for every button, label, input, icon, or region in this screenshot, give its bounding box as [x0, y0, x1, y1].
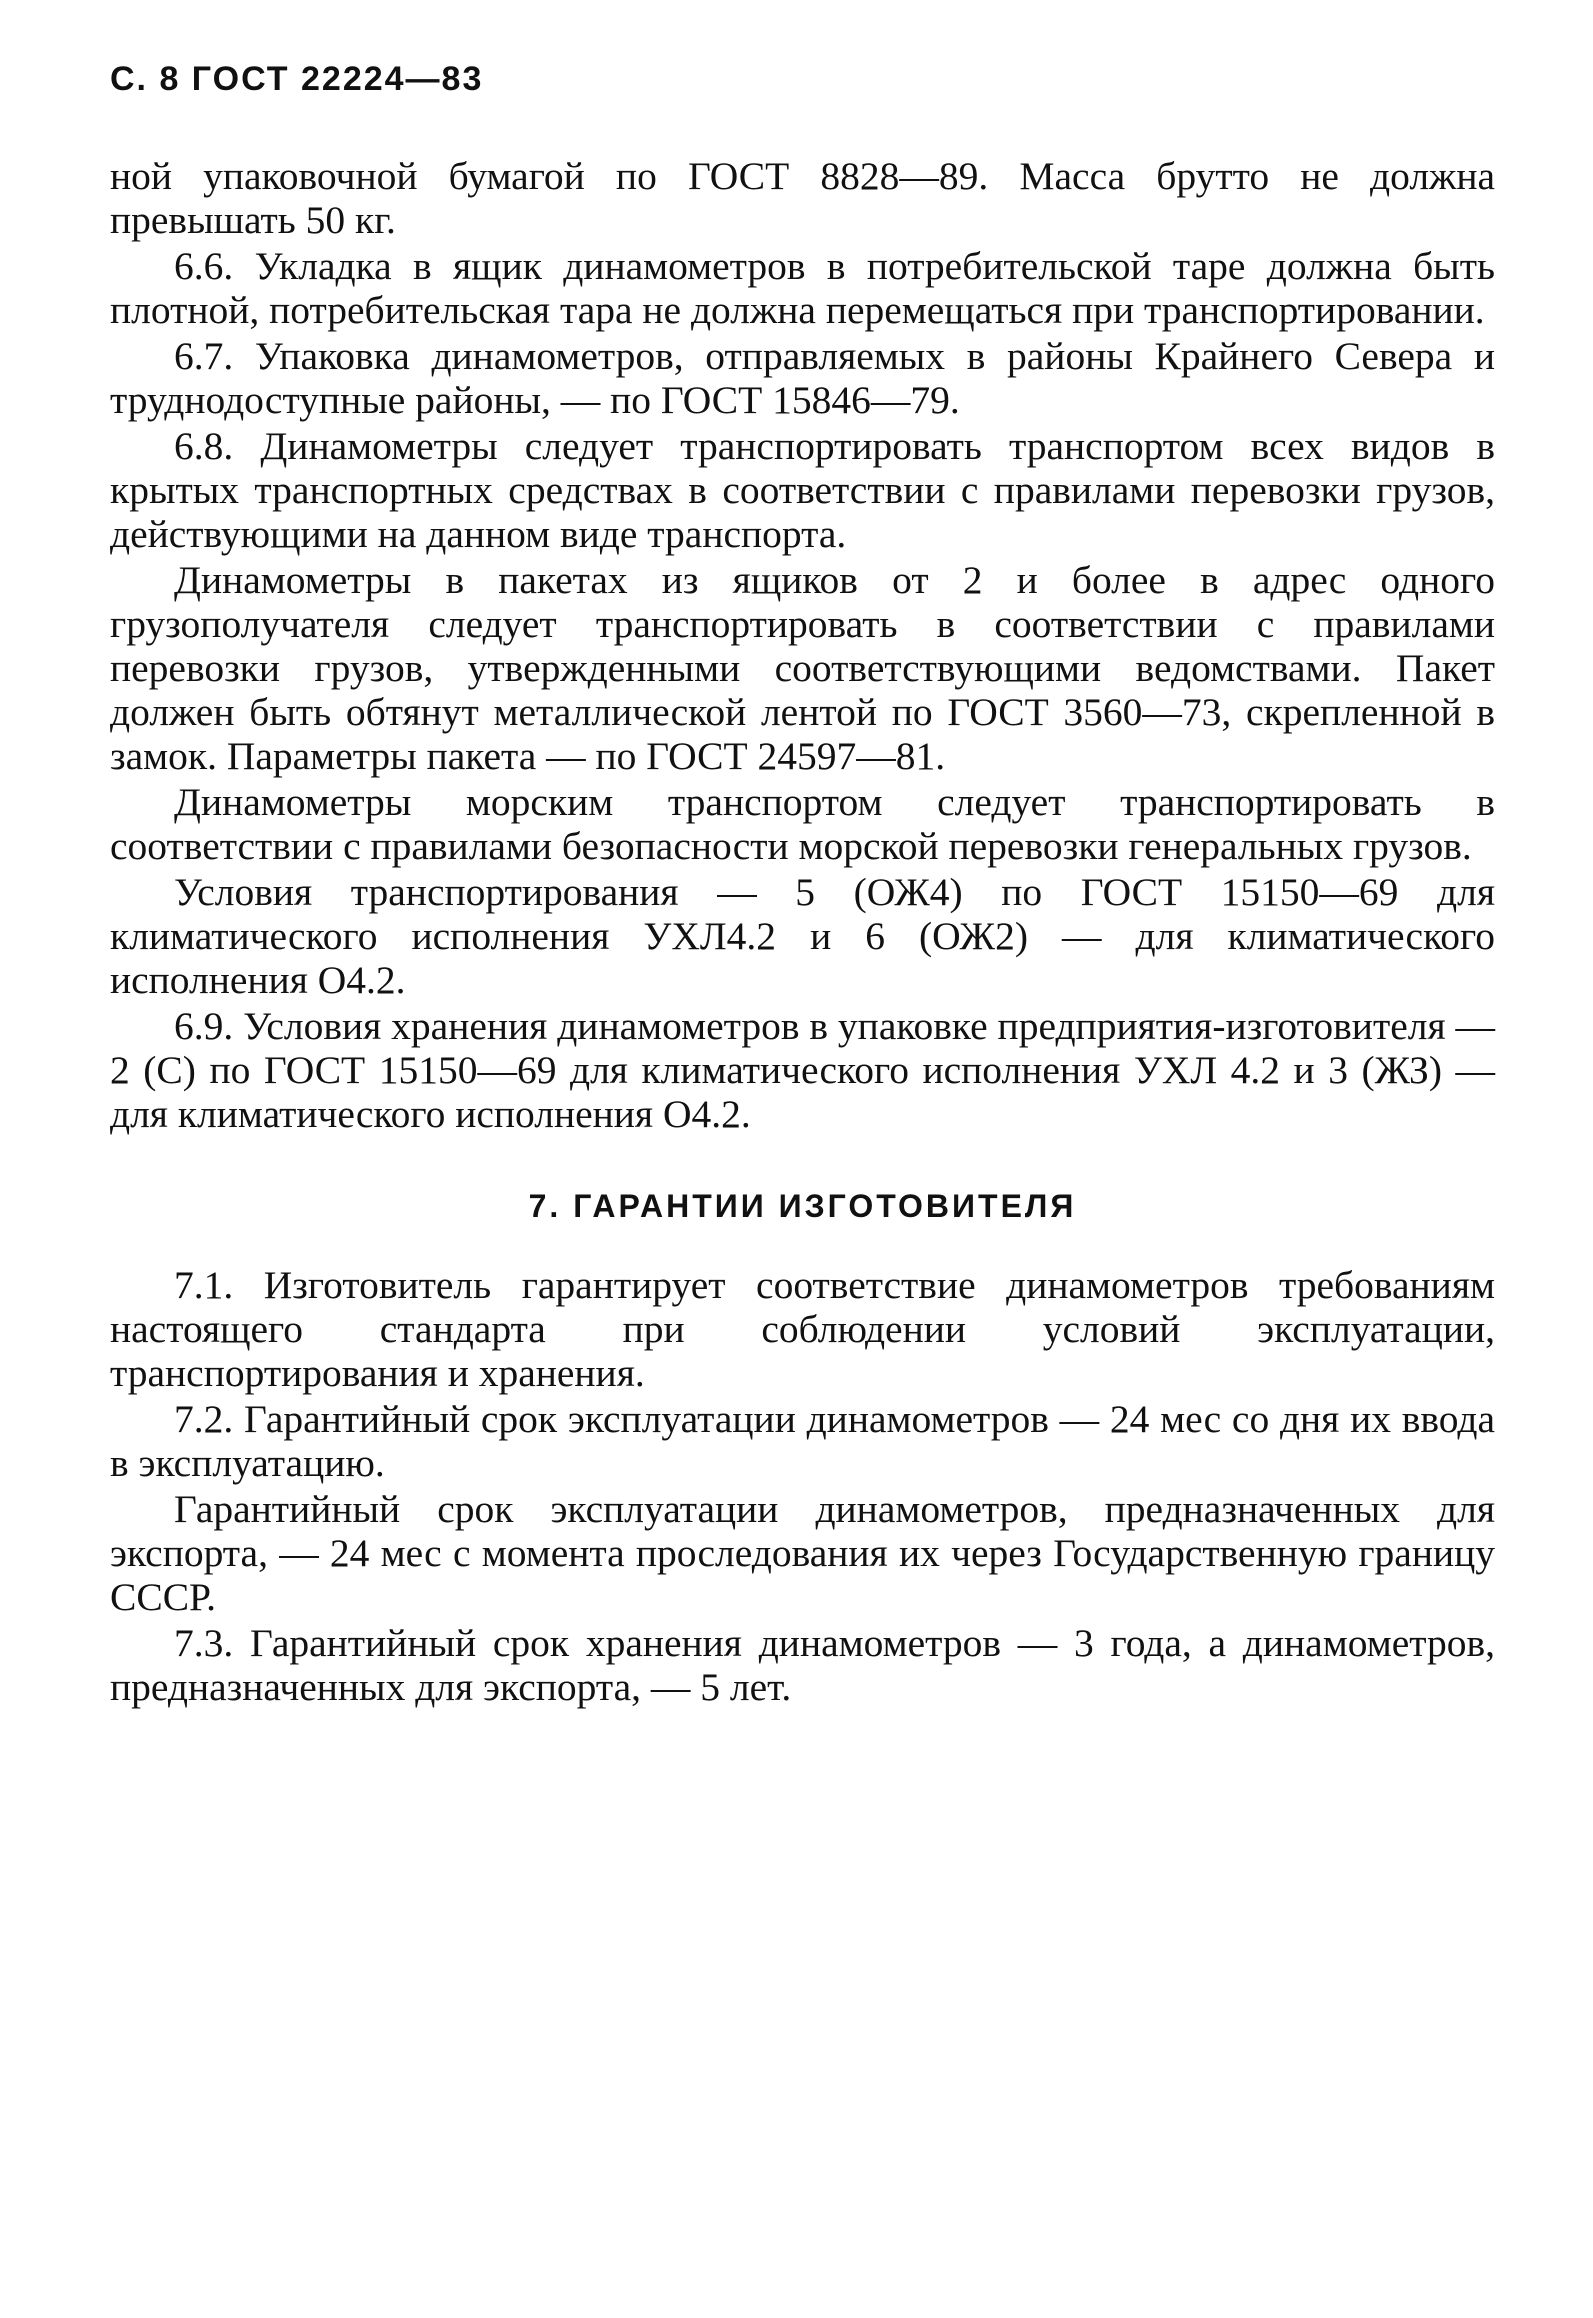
paragraph-packets: Динамометры в пакетах из ящиков от 2 и более в адрес одного грузополучателя следует транспортировать в соответствии с правилами перевозки грузов, утвержденными соответствующими ведомствами. Пакет должен быть обтянут металлической лентой по ГОСТ 3560—73, скрепленной в замок. Параметры пакета — по ГОСТ 24597—81. — [110, 558, 1495, 778]
section-7 — [110, 1263, 1495, 1709]
paragraph-sea-transport: Динамометры морским транспортом следует транспортировать в соответствии с правилами безопасности морской перевозки генеральных грузов. — [110, 780, 1495, 868]
paragraph-7-1: 7.1. Изготовитель гарантирует соответствие динамометров требованиям настоящего стандарта при соблюдении условий эксплуатации, транспортирования и хранения. — [110, 1263, 1495, 1395]
document-page — [110, 60, 1495, 1711]
page-header: С. 8 ГОСТ 22224—83 — [110, 60, 484, 98]
paragraph-6-7: 6.7. Упаковка динамометров, отправляемых в районы Крайнего Севера и труднодоступные районы, — по ГОСТ 15846—79. — [110, 334, 1495, 422]
paragraph-6-9: 6.9. Условия хранения динамометров в упаковке предприятия-изготовителя — 2 (С) по ГОСТ 15150—69 для климатического исполнения УХЛ 4.2 и 3 (ЖЗ) — для климатического исполнения О4.2. — [110, 1004, 1495, 1136]
section-7-title: 7. ГАРАНТИИ ИЗГОТОВИТЕЛЯ — [528, 1188, 1077, 1224]
paragraph-6-6: 6.6. Укладка в ящик динамометров в потребительской таре должна быть плотной, потребительская тара не должна перемещаться при транспортировании. — [110, 244, 1495, 332]
paragraph-6-8: 6.8. Динамометры следует транспортировать транспортом всех видов в крытых транспортных средствах в соответствии с правилами перевозки грузов, действующими на данном виде транспорта. — [110, 424, 1495, 556]
paragraph-transport-conditions: Условия транспортирования — 5 (ОЖ4) по ГОСТ 15150—69 для климатического исполнения УХЛ4.2 и 6 (ОЖ2) — для климатического исполнения О4.2. — [110, 870, 1495, 1002]
paragraph-packaging-mass: ной упаковочной бумагой по ГОСТ 8828—89. Масса брутто не должна превышать 50 кг. — [110, 154, 1495, 242]
paragraph-7-3: 7.3. Гарантийный срок хранения динамометров — 3 года, а динамометров, предназначенных для экспорта, — 5 лет. — [110, 1621, 1495, 1709]
paragraph-export-warranty: Гарантийный срок эксплуатации динамометров, предназначенных для экспорта, — 24 мес с момента проследования их через Государственную границу СССР. — [110, 1487, 1495, 1619]
paragraph-7-2: 7.2. Гарантийный срок эксплуатации динамометров — 24 мес со дня их ввода в эксплуатацию. — [110, 1397, 1495, 1485]
section-6-continuation — [110, 154, 1495, 1136]
